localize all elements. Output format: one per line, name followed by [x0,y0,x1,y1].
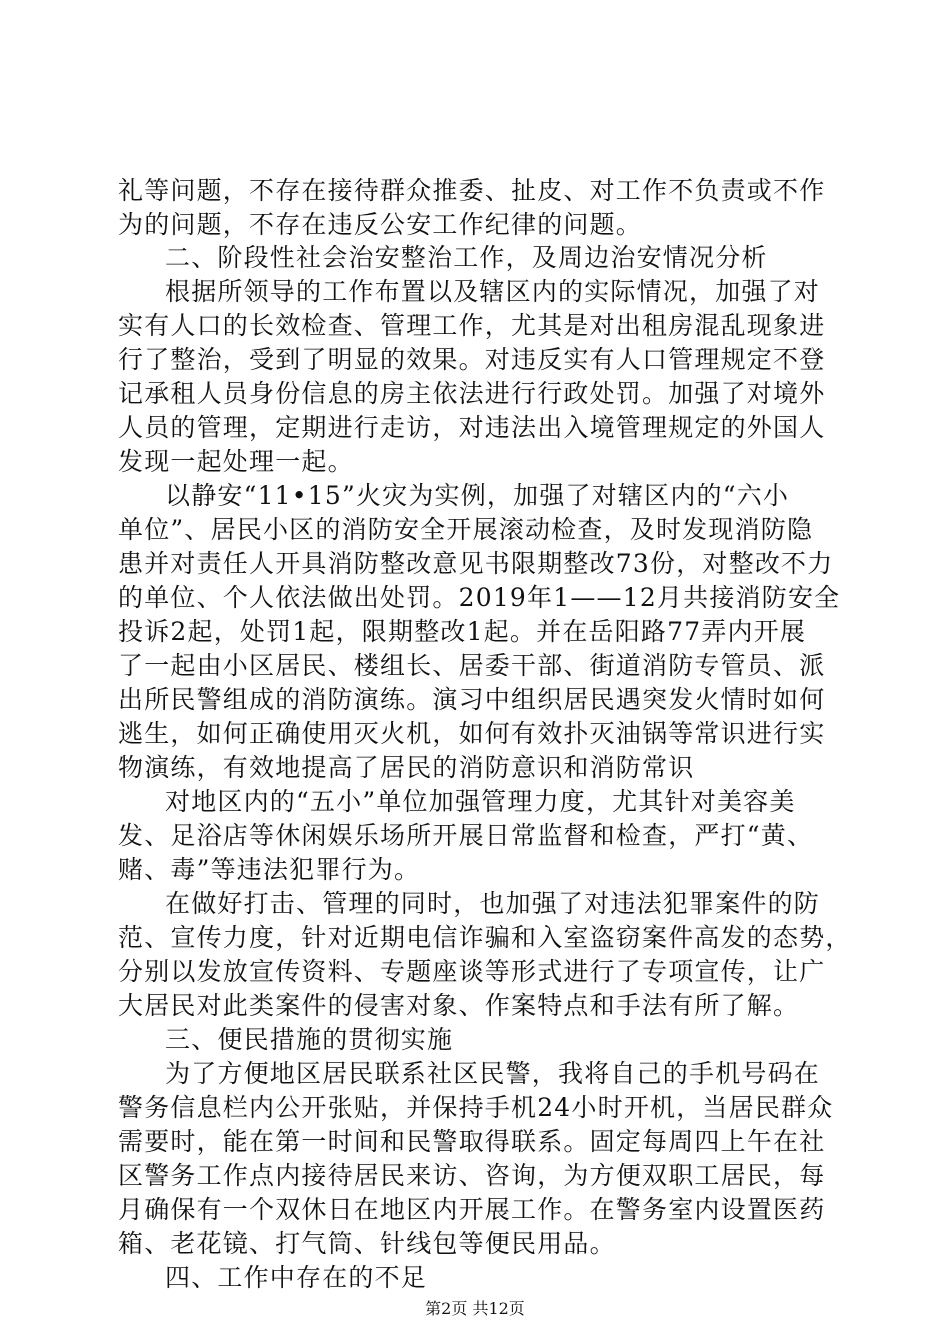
body-line: 逃生，如何正确使用灭火机，如何有效扑灭油锅等常识进行实 [118,719,826,748]
body-line: 警务信息栏内公开张贴，并保持手机24小时开机，当居民群众 [118,1093,834,1122]
section-heading: 四、工作中存在的不足 [165,1263,428,1292]
body-line: 礼等问题，不存在接待群众推委、扯皮、对工作不负责或不作 [118,176,826,205]
body-line: 患并对责任人开具消防整改意见书限期整改73份，对整改不力 [118,549,834,578]
body-line: 发、足浴店等休闲娱乐场所开展日常监督和检查，严打“黄、 [118,821,814,850]
body-line: 根据所领导的工作布置以及辖区内的实际情况，加强了对 [165,277,821,306]
body-line: 了一起由小区居民、楼组长、居委干部、街道消防专管员、派 [118,651,826,680]
body-line: 发现一起处理一起。 [118,447,354,476]
body-line: 大居民对此类案件的侵害对象、作案特点和手法有所了解。 [118,991,800,1020]
body-line: 分别以发放宣传资料、专题座谈等形式进行了专项宣传，让广 [118,957,826,986]
body-line: 箱、老花镜、打气筒、针线包等便民用品。 [118,1229,616,1258]
body-line: 为的问题，不存在违反公安工作纪律的问题。 [118,210,643,239]
body-line: 行了整治，受到了明显的效果。对违反实有人口管理规定不登 [118,345,826,374]
body-line: 的单位、个人依法做出处罚。2019年1——12月共接消防安全 [118,583,841,612]
page-footer: 第2页 共12页 [425,1299,525,1318]
body-line: 出所民警组成的消防演练。演习中组织居民遇突发火情时如何 [118,685,826,714]
body-line: 范、宣传力度，针对近期电信诈骗和入室盗窃案件高发的态势， [118,923,852,952]
section-heading: 二、阶段性社会治安整治工作，及周边治安情况分析 [165,243,768,272]
body-line: 区警务工作点内接待居民来访、咨询，为方便双职工居民，每 [118,1161,826,1190]
body-line: 记承租人员身份信息的房主依法进行行政处罚。加强了对境外 [118,379,826,408]
section-heading: 三、便民措施的贯彻实施 [165,1025,454,1054]
body-line: 赌、毒”等违法犯罪行为。 [118,855,421,884]
body-line: 对地区内的“五小”单位加强管理力度，尤其针对美容美 [165,787,796,816]
body-line: 需要时，能在第一时间和民警取得联系。固定每周四上午在社 [118,1127,826,1156]
body-line: 人员的管理，定期进行走访，对违法出入境管理规定的外国人 [118,413,826,442]
body-line: 在做好打击、管理的同时，也加强了对违法犯罪案件的防 [165,889,821,918]
body-line: 投诉2起，处罚1起，限期整改1起。并在岳阳路77弄内开展 [118,617,807,646]
body-line: 单位”、居民小区的消防安全开展滚动检查，及时发现消防隐 [118,515,814,544]
body-line: 实有人口的长效检查、管理工作，尤其是对出租房混乱现象进 [118,311,826,340]
body-line: 月确保有一个双休日在地区内开展工作。在警务室内设置医药 [118,1195,826,1224]
body-line: 以静安“11•15”火灾为实例，加强了对辖区内的“六小 [165,481,790,510]
body-line: 物演练，有效地提高了居民的消防意识和消防常识 [118,753,695,782]
body-line: 为了方便地区居民联系社区民警，我将自己的手机号码在 [165,1059,821,1088]
